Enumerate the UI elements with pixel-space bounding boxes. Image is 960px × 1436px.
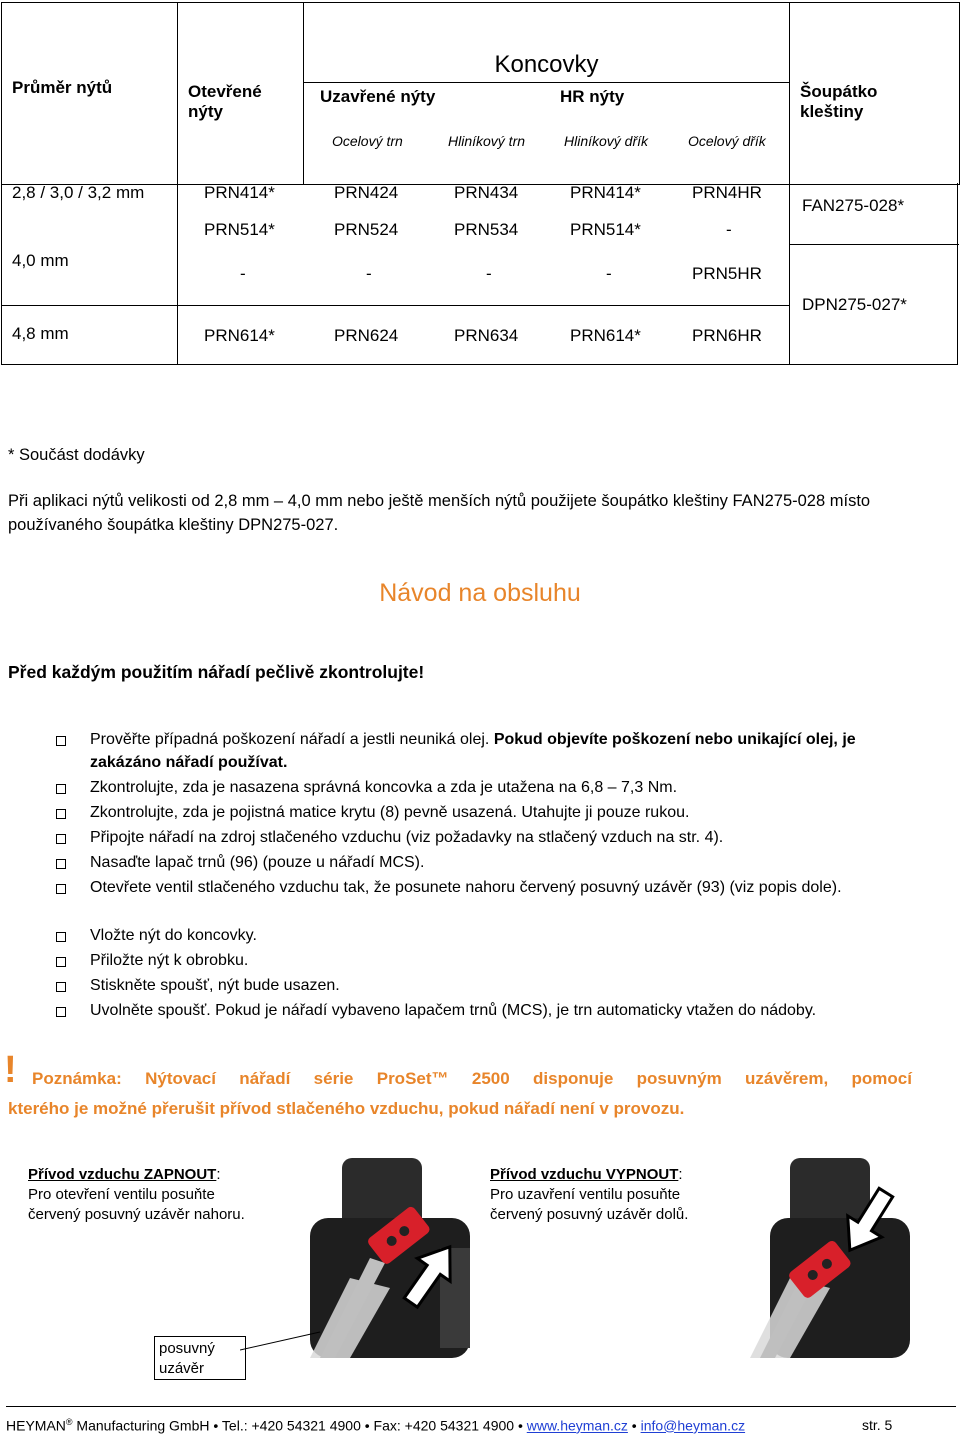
subheader-steel-mandrel: Ocelový trn <box>332 133 403 149</box>
table-cell: PRN634 <box>454 326 519 345</box>
callout-slider-label: posuvný uzávěr <box>154 1336 246 1380</box>
header-hr-rivets: HR nýty <box>560 87 625 106</box>
air-on-title: Přívod vzduchu ZAPNOUT <box>28 1166 217 1183</box>
subheader-alu-shank: Hliníkový dřík <box>564 133 649 149</box>
checkbox-icon <box>56 932 66 942</box>
table-body <box>1 183 958 365</box>
warning-line2: kterého je možné přerušit přívod stlačeného vzduchu, pokud nářadí není v provozu. <box>8 1099 685 1118</box>
email-link[interactable]: info@heyman.cz <box>640 1417 746 1434</box>
header-nosepieces <box>304 3 790 185</box>
shoe-fan: FAN275-028* <box>802 196 905 215</box>
air-on-caption: Přívod vzduchu ZAPNOUT: Pro otevření ventilu posuňte červený posuvný uzávěr nahoru. <box>28 1166 245 1223</box>
table-cell: PRN614* <box>570 326 641 345</box>
checkbox-icon <box>56 884 66 894</box>
table-cell: PRN514* <box>204 220 275 239</box>
tool-photo-air-on <box>290 1158 490 1358</box>
list-item: Stiskněte spoušť, nýt bude usazen. <box>90 977 340 994</box>
row-diameter: 2,8 / 3,0 / 3,2 mm <box>12 183 145 202</box>
air-off-caption: Přívod vzduchu VYPNOUT: Pro uzavření ventilu posuňte červený posuvný uzávěr dolů. <box>490 1166 689 1223</box>
table-cell: PRN534 <box>454 220 519 239</box>
air-off-text: Pro uzavření ventilu posuňte <box>490 1186 681 1203</box>
table-cell: - <box>366 264 372 283</box>
checkbox-icon <box>56 834 66 844</box>
checkbox-icon <box>56 809 66 819</box>
table-cell: PRN414* <box>570 183 641 202</box>
rivet-nosepiece-table <box>1 2 960 185</box>
list-item: Připojte nářadí na zdroj stlačeného vzduchu (viz požadavky na stlačený vzduch na str. 4). <box>90 829 724 846</box>
list-item: Uvolněte spoušť. Pokud je nářadí vybaveno lapačem trnů (MCS), je trn automaticky vtažen do nádoby. <box>90 1002 817 1019</box>
table-cell: - <box>606 264 612 283</box>
checkbox-icon <box>56 859 66 869</box>
table-cell: PRN434 <box>454 183 519 202</box>
table-cell: - <box>240 264 246 283</box>
page-number: str. 5 <box>862 1417 893 1433</box>
checkbox-icon <box>56 982 66 992</box>
checkbox-icon <box>56 957 66 967</box>
warning-line1: Poznámka: Nýtovací nářadí série ProSet™ 2500 disponuje posuvným uzávěrem, pomocí <box>32 1069 912 1088</box>
row-diameter: 4,8 mm <box>12 324 69 343</box>
note-paragraph: Při aplikaci nýtů velikosti od 2,8 mm – 4,0 mm nebo ještě menších nýtů použijete šoupátko kleštiny FAN275-028 místo používaného šoupátka kleštiny DPN275-027. <box>8 492 871 534</box>
table-cell: PRN514* <box>570 220 641 239</box>
footer-divider <box>6 1406 956 1407</box>
table-cell: PRN6HR <box>692 326 762 345</box>
table-cell: PRN4HR <box>692 183 762 202</box>
callout-line <box>240 1330 330 1360</box>
air-on-text: červený posuvný uzávěr nahoru. <box>28 1206 245 1223</box>
list-item: Nasaďte lapač trnů (96) (pouze u nářadí MCS). <box>90 854 425 871</box>
air-off-text: červený posuvný uzávěr dolů. <box>490 1206 689 1223</box>
row-diameter: 4,0 mm <box>12 251 69 270</box>
air-off-title: Přívod vzduchu VYPNOUT <box>490 1166 679 1183</box>
table-cell: - <box>726 220 732 239</box>
list-item: Přiložte nýt k obrobku. <box>90 952 249 969</box>
list-item: Prověřte případná poškození nářadí a jestli neuniká olej. Pokud objevíte poškození nebo unikající olej, je zakázáno nářadí používat. <box>90 731 856 771</box>
list-item: Zkontrolujte, zda je nasazena správná koncovka a zda je utažena na 6,8 – 7,3 Nm. <box>90 779 678 796</box>
check-heading: Před každým použitím nářadí pečlivě zkontrolujte! <box>8 662 425 682</box>
company-name: HEYMAN <box>6 1417 66 1434</box>
table-cell: PRN5HR <box>692 264 762 283</box>
subheader-steel-shank: Ocelový dřík <box>688 133 766 149</box>
table-cell: - <box>486 264 492 283</box>
header-closed-rivets: Uzavřené nýty <box>320 87 436 106</box>
table-cell: PRN524 <box>334 220 399 239</box>
tool-photo-air-off <box>750 1158 920 1358</box>
checkbox-icon <box>56 784 66 794</box>
header-shoe: Šoupátko kleštiny <box>790 3 960 185</box>
website-link[interactable]: www.heyman.cz <box>526 1417 628 1434</box>
list-item: Otevřete ventil stlačeného vzduchu tak, že posunete nahoru červený posuvný uzávěr (93) (viz popis dole). <box>90 879 842 896</box>
footer: HEYMAN® Manufacturing GmbH • Tel.: +420 54321 4900 • Fax: +420 54321 4900 • www.heyman.cz • info@heyman.cz <box>6 1417 746 1434</box>
table-title: Koncovky <box>494 51 599 78</box>
table-cell: PRN614* <box>204 326 275 345</box>
list-item: Vložte nýt do koncovky. <box>90 927 257 944</box>
header-open-rivets: Otevřené nýty <box>178 3 304 185</box>
footer-contact: Manufacturing GmbH • Tel.: +420 54321 4900 • Fax: +420 54321 4900 • <box>72 1417 527 1434</box>
air-on-text: Pro otevření ventilu posuňte <box>28 1186 215 1203</box>
list-item: Zkontrolujte, zda je pojistná matice krytu (8) pevně usazená. Utahujte ji pouze rukou. <box>90 804 690 821</box>
table-cell: PRN424 <box>334 183 399 202</box>
checkbox-icon <box>56 1007 66 1017</box>
table-cell: PRN624 <box>334 326 399 345</box>
table-cell: PRN414* <box>204 183 275 202</box>
header-diameter: Průměr nýtů <box>2 3 178 185</box>
shoe-dpn: DPN275-027* <box>802 295 907 314</box>
note-star: * Součást dodávky <box>8 446 145 464</box>
warning-icon: ! <box>4 1049 17 1091</box>
checkbox-icon <box>56 736 66 746</box>
subheader-alu-mandrel: Hliníkový trn <box>448 133 526 149</box>
section-title: Návod na obsluhu <box>379 579 581 607</box>
